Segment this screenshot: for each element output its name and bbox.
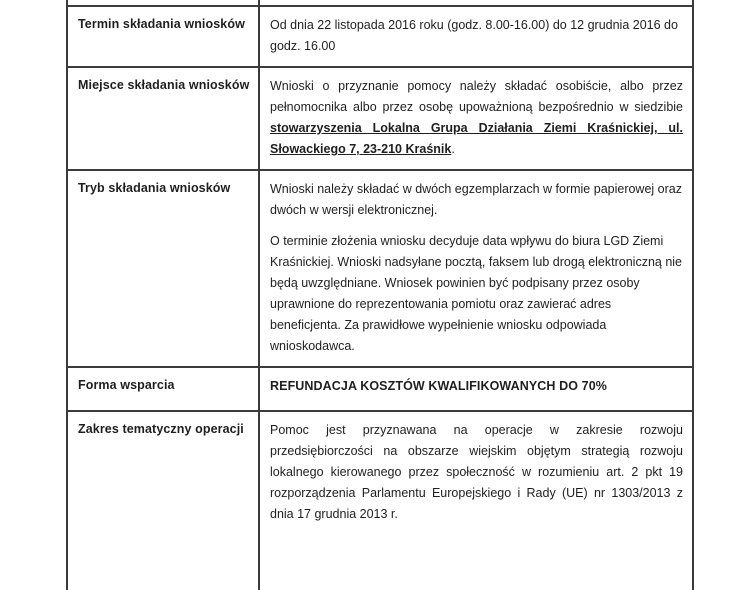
row-label-forma (68, 368, 260, 410)
row-content-zakres (260, 412, 692, 590)
table-row-termin (68, 5, 692, 66)
table-row-tryb (68, 169, 692, 366)
row-label-text: Miejsce składania wniosków (78, 78, 250, 92)
termin-paragraph: Od dnia 22 listopada 2016 roku (godz. 8.00-16.00) do 12 grudnia 2016 do godz. 16.00 (270, 18, 678, 53)
zakres-paragraph: Pomoc jest przyznawana na operacje w zakresie rozwoju przedsiębiorczości na obszarze wiejskim objętym strategią rozwoju lokalnego kierowanego przez społeczność w rozumieniu art. 2 pkt 19 rozporządzenia Parlamentu Europejskiego i Rady (UE) nr 1303/2013 z dnia 17 grudnia 2013 r. (270, 423, 683, 521)
row-label-miejsce (68, 68, 260, 169)
announcement-table (66, 0, 694, 590)
row-content-miejsce (260, 68, 692, 169)
row-label-zakres (68, 412, 260, 590)
forma-emphasis-text: REFUNDACJA KOSZTÓW KWALIFIKOWANYCH DO 70% (270, 379, 607, 393)
table-row-zakres (68, 410, 692, 590)
tryb-paragraph-1: Wnioski należy składać w dwóch egzemplarzach w formie papierowej oraz dwóch w wersji elektronicznej. (270, 182, 682, 217)
row-label-text: Zakres tematyczny operacji (78, 422, 244, 436)
miejsce-text-normal: Wnioski o przyznanie pomocy należy składać osobiście, albo przez pełnomocnika albo przez osobę upoważnioną bezpośrednio w siedzibie (270, 79, 683, 114)
tryb-paragraph-2: O terminie złożenia wniosku decyduje data wpływu do biura LGD Ziemi Kraśnickiej. Wnioski nadsyłane pocztą, faksem lub drogą elektroniczną nie będą uwzględniane. Wniosek powinien być podpisany przez osoby uprawnione do reprezentowania pomiotu oraz zawierać adres beneficjenta. Za prawidłowe wypełnienie wniosku odpowiada wnioskodawca. (270, 234, 683, 353)
row-label-text: Termin składania wniosków (78, 17, 245, 31)
miejsce-paragraph (270, 76, 683, 160)
table-row-forma (68, 366, 692, 410)
row-content-termin (260, 7, 692, 66)
row-label-text: Tryb składania wniosków (78, 181, 231, 195)
row-label-tryb (68, 171, 260, 366)
miejsce-text-suffix: . (451, 142, 455, 156)
row-content-tryb (260, 171, 692, 366)
table-row-miejsce (68, 66, 692, 169)
row-label-termin (68, 7, 260, 66)
row-label-text: Forma wsparcia (78, 378, 175, 392)
table-row-partial-top (68, 0, 692, 5)
miejsce-address-emphasis: stowarzyszenia Lokalna Grupa Działania Ziemi Kraśnickiej, ul. Słowackiego 7, 23-210 Kraśnik (270, 121, 683, 156)
row-content-forma (260, 368, 692, 410)
